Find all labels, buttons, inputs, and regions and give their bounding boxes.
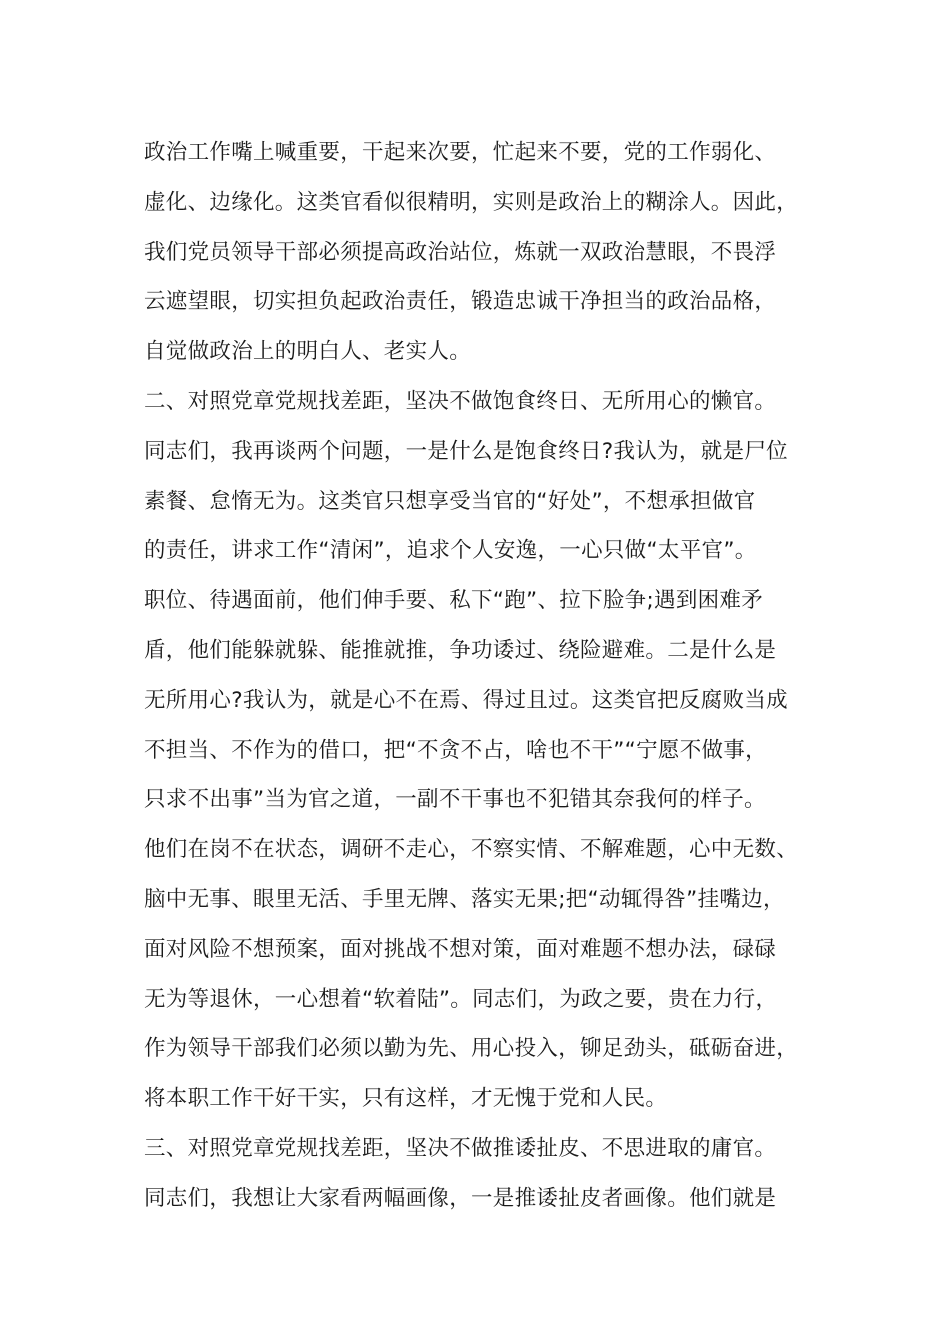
- text-line: 同志们，我再谈两个问题，一是什么是饱食终日?我认为，就是尸位: [144, 438, 788, 464]
- text-line: 只求不出事”当为官之道，一副不干事也不犯错其奈我何的样子。: [144, 787, 766, 813]
- text-line: 不担当、不作为的借口，把“不贪不占，啥也不干”“宁愿不做事，: [144, 737, 767, 763]
- text-line: 云遮望眼，切实担负起政治责任，锻造忠诚干净担当的政治品格，: [144, 289, 777, 315]
- text-line: 作为领导干部我们必须以勤为先、用心投入，铆足劲头，砥砺奋进，: [144, 1036, 799, 1062]
- text-line: 政治工作嘴上喊重要，干起来次要，忙起来不要，党的工作弱化、: [144, 140, 777, 165]
- text-line: 脑中无事、眼里无活、手里无牌、落实无果;把“动辄得咎”挂嘴边，: [144, 886, 785, 912]
- section-heading: 二、对照党章党规找差距，坚决不做饱食终日、无所用心的懒官。: [144, 388, 777, 414]
- text-line: 我们党员领导干部必须提高政治站位，炼就一双政治慧眼，不畏浮: [144, 239, 777, 265]
- text-line: 将本职工作干好干实，只有这样，才无愧于党和人民。: [144, 1086, 668, 1112]
- text-line: 自觉做政治上的明白人、老实人。: [144, 339, 472, 365]
- text-line: 面对风险不想预案，面对挑战不想对策，面对难题不想办法，碌碌: [144, 936, 777, 962]
- text-line: 无所用心?我认为，就是心不在焉、得过且过。这类官把反腐败当成: [144, 687, 788, 713]
- text-line: 他们在岗不在状态，调研不走心，不察实情、不解难题，心中无数、: [144, 837, 799, 863]
- text-line: 同志们，我想让大家看两幅画像，一是推诿扯皮者画像。他们就是: [144, 1185, 777, 1211]
- text-line: 素餐、怠惰无为。这类官只想享受当官的“好处”，不想承担做官: [144, 488, 756, 514]
- text-line: 的责任，讲求工作“清闲”，追求个人安逸，一心只做“太平官”。: [144, 538, 757, 564]
- text-line: 盾，他们能躲就躲、能推就推，争功诿过、绕险避难。二是什么是: [144, 637, 777, 663]
- text-line: 职位、待遇面前，他们伸手要、私下“跑”、拉下脸争;遇到困难矛: [144, 588, 764, 614]
- section-heading: 三、对照党章党规找差距，坚决不做推诿扯皮、不思进取的庸官。: [144, 1135, 777, 1161]
- body-text: [144, 128, 824, 1224]
- text-line: 无为等退休，一心想着“软着陆”。同志们，为政之要，贵在力行，: [144, 986, 778, 1012]
- text-line: 虚化、边缘化。这类官看似很精明，实则是政治上的糊涂人。因此，: [144, 189, 799, 215]
